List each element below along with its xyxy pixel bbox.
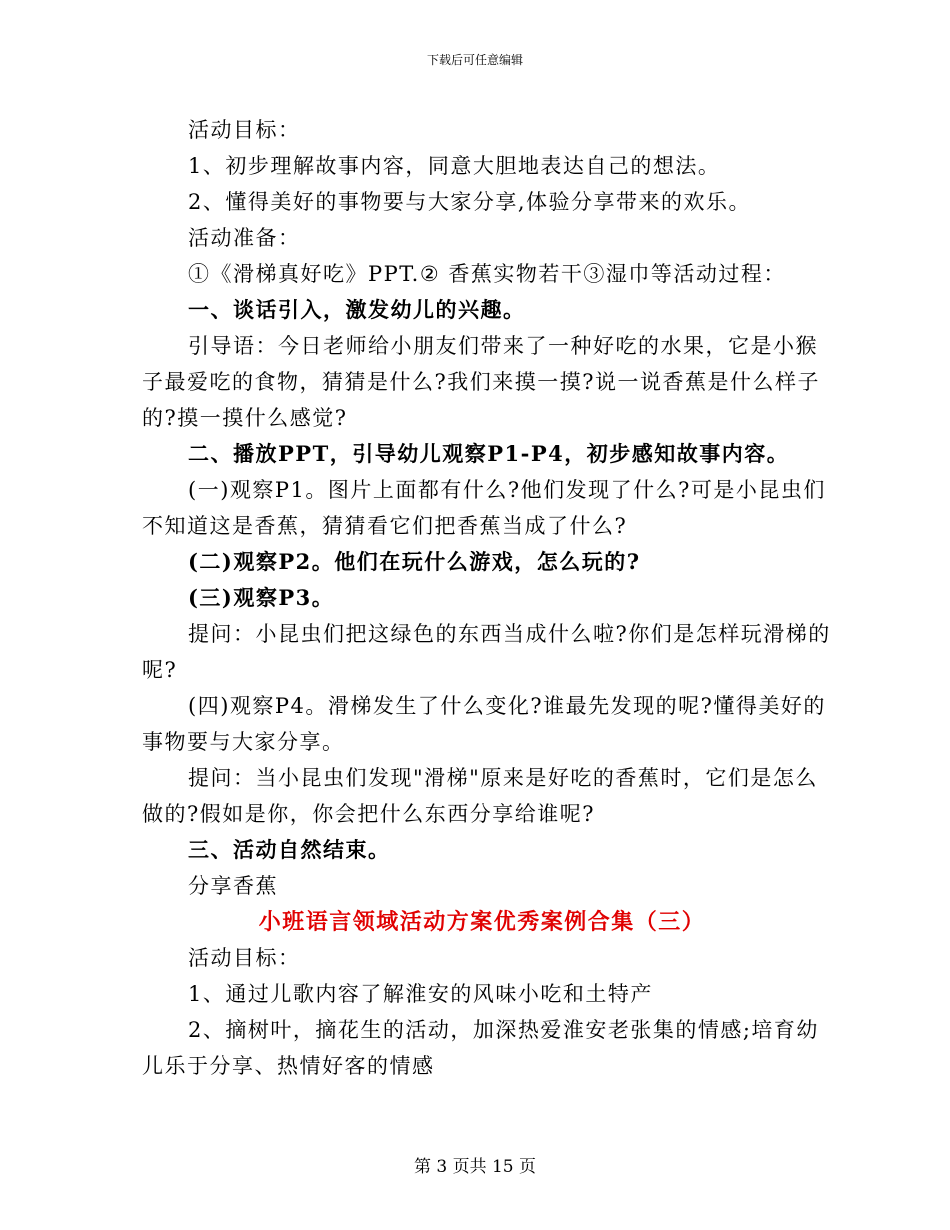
obs1-line1: (一)观察P1。图片上面都有什么?他们发现了什么?可是小昆虫们	[188, 478, 826, 502]
goal-item-2: 2、懂得美好的事物要与大家分享,体验分享带来的欢乐。	[188, 190, 752, 214]
step1-heading: 一、谈话引入，激发幼儿的兴趣。	[188, 297, 526, 322]
goal-item-1: 1、初步理解故事内容，同意大胆地表达自己的想法。	[188, 154, 721, 178]
step1-text-line3: 的?摸一摸什么感觉?	[142, 406, 348, 430]
question3-line2: 呢?	[142, 658, 178, 682]
step2-heading: 二、播放PPT，引导幼儿观察P1-P4，初步感知故事内容。	[188, 441, 790, 466]
question4-line1: 提问：当小昆虫们发现"滑梯"原来是好吃的香蕉时，它们是怎么	[188, 766, 818, 790]
question3-line1: 提问：小昆虫们把这绿色的东西当成什么啦?你们是怎样玩滑梯的	[188, 622, 831, 646]
goal-item-2-2-line1: 2、摘树叶，摘花生的活动，加深热爱淮安老张集的情感;培育幼	[188, 1018, 819, 1042]
prep-heading: 活动准备：	[188, 226, 301, 250]
obs4-line1: (四)观察P4。滑梯发生了什么变化?谁最先发现的呢?懂得美好的	[188, 694, 826, 718]
document-body	[142, 112, 831, 1084]
goal-item-2-2-line2: 儿乐于分享、热情好客的情感	[142, 1054, 435, 1078]
ending-text: 分享香蕉	[188, 874, 278, 898]
page-header: 下载后可任意编辑	[426, 53, 523, 67]
obs1-line2: 不知道这是香蕉，猜猜看它们把香蕉当成了什么?	[142, 514, 628, 538]
obs4-line2: 事物要与大家分享。	[142, 730, 345, 754]
goal-heading: 活动目标：	[188, 118, 301, 142]
question4-line2: 做的?假如是你，你会把什么东西分享给谁呢?	[142, 802, 596, 826]
step3-heading: 三、活动自然结束。	[188, 837, 391, 862]
step1-text-line1: 引导语：今日老师给小朋友们带来了一种好吃的水果，它是小猴	[188, 334, 818, 358]
section-title: 小班语言领域活动方案优秀案例合集（三）	[258, 909, 706, 935]
obs2: (二)观察P2。他们在玩什么游戏，怎么玩的?	[188, 549, 641, 574]
obs3: (三)观察P3。	[188, 585, 335, 610]
prep-text: ①《滑梯真好吃》PPT.② 香蕉实物若干③湿巾等活动过程：	[188, 262, 786, 286]
step1-text-line2: 子最爱吃的食物，猜猜是什么?我们来摸一摸?说一说香蕉是什么样子	[142, 370, 821, 394]
goal-item-2-1: 1、通过儿歌内容了解淮安的风味小吃和土特产	[188, 982, 653, 1006]
goal-heading-2: 活动目标：	[188, 946, 301, 970]
page-number: 第 3 页共 15 页	[413, 1157, 537, 1177]
